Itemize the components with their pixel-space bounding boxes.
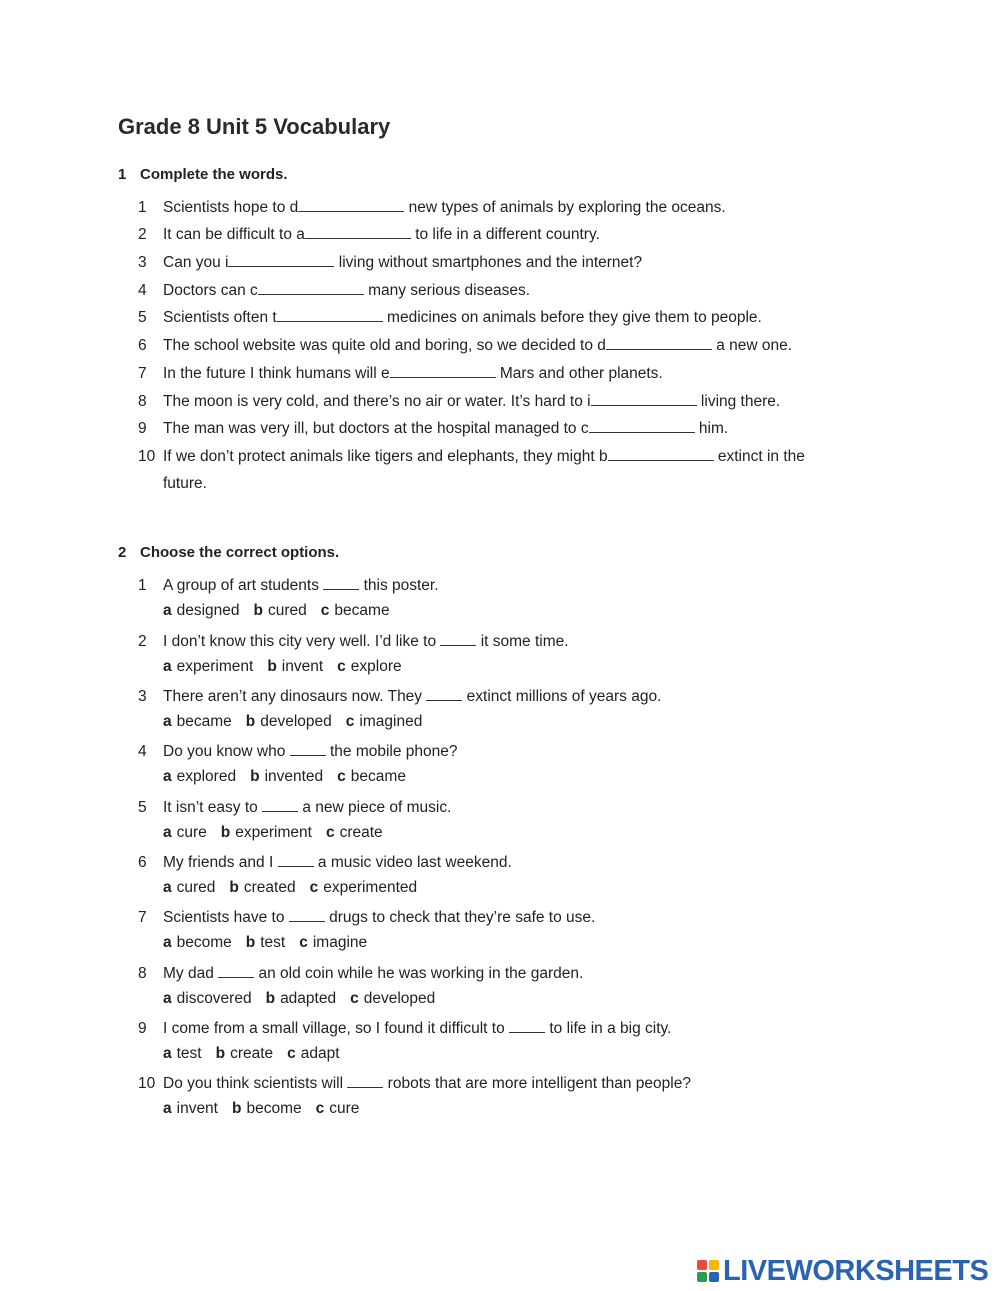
answer-blank[interactable] <box>298 197 404 212</box>
complete-item <box>138 335 792 356</box>
question-number: 3 <box>138 688 147 705</box>
question-text-after: to life in a big city. <box>545 1020 672 1037</box>
item-number: 1 <box>138 199 147 216</box>
answer-blank[interactable] <box>277 307 383 322</box>
complete-item <box>138 363 663 384</box>
question-number: 2 <box>138 633 147 650</box>
question-number: 4 <box>138 743 147 760</box>
answer-blank <box>323 575 359 590</box>
question-number: 1 <box>138 577 147 594</box>
question-text-after: a music video last weekend. <box>313 854 512 871</box>
option-text: imagine <box>312 934 368 951</box>
option-c[interactable] <box>337 768 406 785</box>
question-text-before: It isn’t easy to <box>163 799 258 816</box>
item-text-before: If we don’t protect animals like tigers and elephants, they might b <box>163 448 608 465</box>
option-letter: b <box>229 879 239 896</box>
logo-blocks-icon <box>697 1260 719 1282</box>
item-number: 10 <box>138 448 156 465</box>
option-text: experiment <box>176 658 254 675</box>
option-b[interactable] <box>232 1100 302 1117</box>
complete-item <box>138 280 530 301</box>
choice-question <box>138 852 512 873</box>
option-b[interactable] <box>267 658 323 675</box>
option-text: invent <box>176 1100 218 1117</box>
option-a[interactable] <box>163 934 232 951</box>
option-text: imagined <box>359 713 423 730</box>
option-letter: a <box>163 658 172 675</box>
option-letter: b <box>220 824 231 841</box>
option-text: invented <box>264 768 324 785</box>
item-text-before: The moon is very cold, and there’s no air or water. It’s hard to i <box>163 393 591 410</box>
option-letter: b <box>215 1045 226 1062</box>
option-c[interactable] <box>299 934 367 951</box>
option-c[interactable] <box>337 658 401 675</box>
item-number: 8 <box>138 393 147 410</box>
option-c[interactable] <box>346 713 423 730</box>
option-letter: a <box>163 1100 172 1117</box>
question-text-before: I come from a small village, so I found it difficult to <box>163 1020 505 1037</box>
answer-options <box>163 1100 373 1118</box>
item-number: 5 <box>138 309 147 326</box>
complete-item <box>138 418 728 439</box>
option-a[interactable] <box>163 990 252 1007</box>
item-text-after: new types of animals by exploring the oceans. <box>404 199 726 216</box>
question-text-before: Do you know who <box>163 743 286 760</box>
question-text-before: My friends and I <box>163 854 274 871</box>
option-c[interactable] <box>321 602 390 619</box>
item-text-after: many serious diseases. <box>363 282 531 299</box>
option-b[interactable] <box>246 713 332 730</box>
option-letter: a <box>163 713 172 730</box>
answer-blank <box>426 686 462 701</box>
option-text: adapt <box>300 1045 340 1062</box>
liveworksheets-logo: LIVEWORKSHEETS <box>697 1256 988 1286</box>
page-title: Grade 8 Unit 5 Vocabulary <box>118 114 391 139</box>
item-number: 2 <box>138 226 147 243</box>
question-text-before: I don’t know this city very well. I’d like to <box>163 633 437 650</box>
item-text-after: Mars and other planets. <box>495 365 663 382</box>
item-number: 4 <box>138 282 147 299</box>
option-b[interactable] <box>266 990 337 1007</box>
option-text: experimented <box>323 879 418 896</box>
option-letter: a <box>163 879 172 896</box>
question-text-after: a new piece of music. <box>298 799 452 816</box>
answer-blank[interactable] <box>390 363 496 378</box>
item-text-before: The man was very ill, but doctors at the hospital managed to c <box>163 420 589 437</box>
option-text: cure <box>329 1100 360 1117</box>
question-text-after: this poster. <box>359 577 439 594</box>
answer-options <box>163 934 381 952</box>
question-text-after: the mobile phone? <box>325 743 458 760</box>
option-letter: c <box>287 1045 296 1062</box>
item-text-after: extinct in the <box>713 448 805 465</box>
answer-blank <box>218 963 254 978</box>
answer-blank <box>278 852 314 867</box>
option-letter: b <box>267 658 277 675</box>
option-b[interactable] <box>250 768 323 785</box>
logo-block <box>697 1272 707 1282</box>
logo-block <box>709 1260 719 1270</box>
answer-blank[interactable] <box>258 280 364 295</box>
item-text-after: living there. <box>696 393 781 410</box>
choice-question <box>138 686 661 707</box>
answer-blank[interactable] <box>608 446 714 461</box>
option-a[interactable] <box>163 879 215 896</box>
answer-options <box>163 713 436 731</box>
option-text: became <box>334 602 390 619</box>
answer-options <box>163 1045 354 1063</box>
option-b[interactable] <box>246 934 285 951</box>
option-a[interactable] <box>163 1100 218 1117</box>
option-a[interactable] <box>163 658 253 675</box>
option-text: discovered <box>176 990 252 1007</box>
item-text-before: Doctors can c <box>163 282 258 299</box>
option-letter: c <box>350 990 359 1007</box>
option-letter: a <box>163 824 172 841</box>
option-a[interactable] <box>163 824 207 841</box>
complete-item <box>138 391 780 412</box>
option-text: explored <box>176 768 237 785</box>
option-letter: c <box>337 658 346 675</box>
option-text: become <box>176 934 232 951</box>
option-text: create <box>339 824 383 841</box>
option-letter: b <box>265 990 276 1007</box>
option-letter: c <box>345 713 355 730</box>
item-text-after: to life in a different country. <box>410 226 600 243</box>
answer-options <box>163 602 404 620</box>
item-text-before: The school website was quite old and boring, so we decided to d <box>163 337 606 354</box>
item-text-continuation: future. <box>163 475 207 492</box>
option-letter: b <box>250 768 260 785</box>
option-letter: c <box>309 879 319 896</box>
option-a[interactable] <box>163 768 236 785</box>
option-b[interactable] <box>221 824 312 841</box>
option-letter: a <box>163 1045 172 1062</box>
option-text: created <box>243 879 296 896</box>
question-text-before: Do you think scientists will <box>163 1075 344 1092</box>
option-b[interactable] <box>254 602 307 619</box>
answer-options <box>163 658 416 676</box>
option-a[interactable] <box>163 1045 202 1062</box>
question-text-after: an old coin while he was working in the garden. <box>254 965 584 982</box>
complete-item <box>138 224 600 245</box>
answer-blank[interactable] <box>591 391 697 406</box>
item-text-after: a new one. <box>711 337 793 354</box>
item-text-before: Scientists often t <box>163 309 277 326</box>
option-a[interactable] <box>163 713 232 730</box>
option-text: create <box>230 1045 274 1062</box>
choice-question <box>138 963 583 984</box>
option-c[interactable] <box>287 1045 339 1062</box>
item-text-before: Scientists hope to d <box>163 199 299 216</box>
option-letter: a <box>163 990 172 1007</box>
option-c[interactable] <box>310 879 418 896</box>
item-text-before: In the future I think humans will e <box>163 365 390 382</box>
choice-question <box>138 1018 671 1039</box>
answer-options <box>163 824 397 842</box>
option-text: test <box>260 934 286 951</box>
choice-question <box>138 1073 691 1094</box>
option-letter: c <box>320 602 330 619</box>
option-b[interactable] <box>216 1045 274 1062</box>
answer-blank <box>262 797 298 812</box>
option-text: adapted <box>280 990 337 1007</box>
option-letter: a <box>163 602 172 619</box>
answer-blank <box>290 741 326 756</box>
option-text: cured <box>176 879 216 896</box>
item-text-after: him. <box>694 420 729 437</box>
option-text: become <box>246 1100 302 1117</box>
question-number: 10 <box>138 1075 156 1092</box>
option-text: developed <box>260 713 332 730</box>
option-text: designed <box>176 602 240 619</box>
question-text-after: extinct millions of years ago. <box>462 688 662 705</box>
logo-block <box>709 1272 719 1282</box>
option-text: developed <box>363 990 436 1007</box>
answer-options <box>163 768 420 786</box>
answer-blank <box>347 1073 383 1088</box>
answer-blank[interactable] <box>606 335 712 350</box>
option-letter: b <box>245 934 256 951</box>
option-text: invent <box>281 658 324 675</box>
option-letter: c <box>299 934 308 951</box>
question-text-after: robots that are more intelligent than people? <box>383 1075 691 1092</box>
complete-item <box>138 252 642 273</box>
question-text-before: Scientists have to <box>163 909 285 926</box>
option-a[interactable] <box>163 602 240 619</box>
item-number: 6 <box>138 337 147 354</box>
question-number: 7 <box>138 909 147 926</box>
option-text: became <box>176 713 232 730</box>
answer-blank[interactable] <box>305 224 411 239</box>
answer-blank <box>509 1018 545 1033</box>
option-letter: b <box>253 602 264 619</box>
option-text: became <box>350 768 406 785</box>
question-number: 5 <box>138 799 147 816</box>
option-c[interactable] <box>326 824 383 841</box>
choice-question <box>138 907 595 928</box>
item-text-before: Can you i <box>163 254 229 271</box>
answer-blank[interactable] <box>228 252 334 267</box>
option-letter: b <box>232 1100 242 1117</box>
complete-item <box>138 307 762 328</box>
option-letter: a <box>163 768 172 785</box>
option-letter: c <box>315 1100 325 1117</box>
choice-question <box>138 575 439 596</box>
question-text-before: There aren’t any dinosaurs now. They <box>163 688 423 705</box>
answer-options <box>163 879 431 897</box>
answer-blank <box>289 907 325 922</box>
choice-question <box>138 741 458 762</box>
section1-heading: 1 Complete the words. <box>118 166 288 183</box>
option-b[interactable] <box>229 879 295 896</box>
option-text: explore <box>350 658 402 675</box>
item-text-before: It can be difficult to a <box>163 226 305 243</box>
complete-item-continuation <box>138 474 207 494</box>
option-letter: b <box>245 713 256 730</box>
question-text-before: My dad <box>163 965 214 982</box>
option-c[interactable] <box>316 1100 360 1117</box>
item-number: 9 <box>138 420 147 437</box>
complete-item <box>138 197 726 218</box>
option-text: cure <box>176 824 207 841</box>
item-number: 3 <box>138 254 147 271</box>
item-text-after: living without smartphones and the internet? <box>334 254 643 271</box>
answer-blank <box>440 631 476 646</box>
answer-options <box>163 990 449 1008</box>
option-text: cured <box>268 602 307 619</box>
section2-heading: 2 Choose the correct options. <box>118 544 340 561</box>
question-number: 9 <box>138 1020 147 1037</box>
question-text-before: A group of art students <box>163 577 319 594</box>
option-letter: a <box>163 934 172 951</box>
option-text: experiment <box>235 824 312 841</box>
question-text-after: drugs to check that they’re safe to use. <box>324 909 596 926</box>
option-c[interactable] <box>350 990 435 1007</box>
question-text-after: it some time. <box>476 633 569 650</box>
option-letter: c <box>337 768 346 785</box>
option-letter: c <box>325 824 335 841</box>
choice-question <box>138 797 451 818</box>
item-text-after: medicines on animals before they give them to people. <box>382 309 762 326</box>
choice-question <box>138 631 569 652</box>
question-number: 8 <box>138 965 147 982</box>
logo-block <box>697 1260 707 1270</box>
item-number: 7 <box>138 365 147 382</box>
answer-blank[interactable] <box>589 418 695 433</box>
complete-item <box>138 446 805 467</box>
question-number: 6 <box>138 854 147 871</box>
option-text: test <box>176 1045 202 1062</box>
